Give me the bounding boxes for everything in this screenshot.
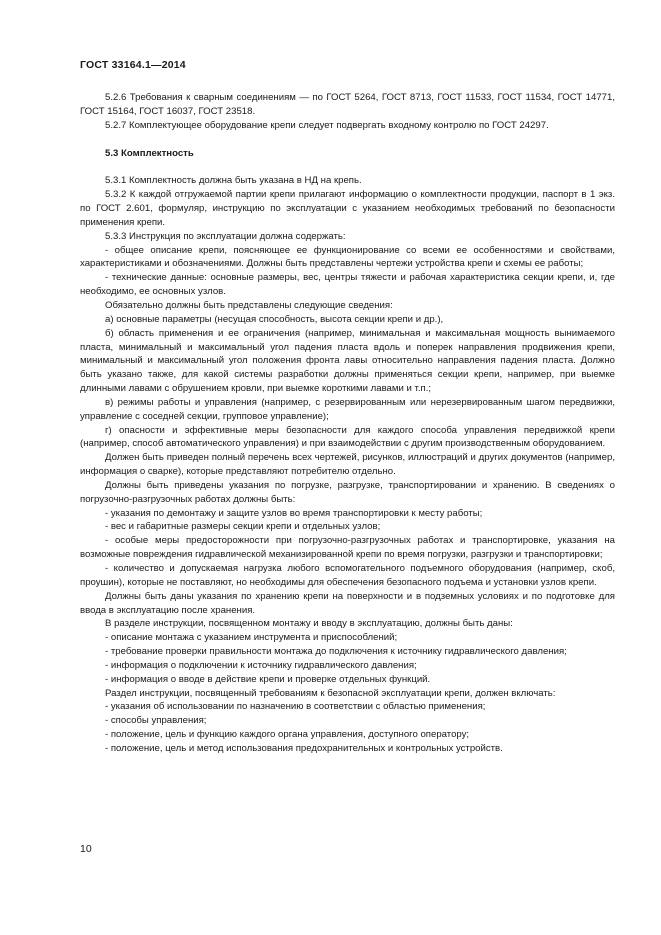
list-item: - технические данные: основные размеры, вес, центры тяжести и рабочая характеристика секции крепи, и, где необходимо, ее основных узлов. bbox=[80, 272, 615, 298]
spacer bbox=[80, 133, 615, 147]
list-item: - вес и габаритные размеры секции крепи и отдельных узлов; bbox=[105, 521, 381, 533]
list-item: в) режимы работы и управления (например, с резервированным или нерезервированным шагом передвижки, управление с соседней секции, групповое управление); bbox=[80, 396, 615, 422]
clause-5-2-7: 5.2.7 Комплектующее оборудование крепи следует подвергать входному контролю по ГОСТ 24297. bbox=[105, 119, 549, 131]
paragraph: Должны быть приведены указания по погрузке, разгрузке, транспортировании и хранению. В сведениях о погрузочно-разгрузочных работах должны быть: bbox=[80, 479, 615, 505]
list-item: - положение, цель и функцию каждого органа управления, доступного оператору; bbox=[105, 729, 470, 741]
list-item: - общее описание крепи, поясняющее ее функционирование со всеми ее особенностями и свойствами, характеристиками и обозначениями. Должны быть представлены чертежи устройства крепи и схемы ее работы; bbox=[80, 244, 615, 270]
paragraph: Должны быть даны указания по хранению крепи на поверхности и в подземных условиях и по подготовке для ввода в эксплуатацию после хранения. bbox=[80, 590, 615, 616]
spacer bbox=[80, 160, 615, 174]
clause-5-3-1: 5.3.1 Комплектность должна быть указана в НД на крепь. bbox=[105, 175, 362, 187]
document-header: ГОСТ 33164.1—2014 bbox=[80, 59, 186, 71]
paragraph: Раздел инструкции, посвященный требованиям к безопасной эксплуатации крепи, должен включать: bbox=[105, 687, 556, 699]
paragraph: Должен быть приведен полный перечень всех чертежей, рисунков, иллюстраций и других документов (например, информация о сварке), которые представляют потребителю отдельно. bbox=[80, 452, 615, 478]
clause-5-3-3: 5.3.3 Инструкция по эксплуатации должна содержать: bbox=[105, 230, 346, 242]
list-item: - указания по демонтажу и защите узлов во время транспортировки к месту работы; bbox=[105, 507, 483, 519]
list-item: - количество и допускаемая нагрузка любого вспомогательного подъемного оборудования (например, скоб, проушин), которые не поставляют, но необходимы для обеспечения безопасного подъема и установки узлов крепи. bbox=[80, 563, 615, 588]
list-item: б) область применения и ее ограничения (например, минимальная и максимальная мощность вынимаемого пласта, минимальный и максимальный угол падения пласта вдоль и поперек направления продвижения крепи, минимальный и максимальный угол положения фронта лавы относительно направления падения пласта. Должно быть указано также, для какой системы разработки должны применяться секции крепи, например, при выемке длинными лавами с обрушением кровли, при выемке короткими лавами и т.п.; bbox=[80, 327, 615, 395]
document-body bbox=[80, 91, 615, 756]
list-item: - описание монтажа с указанием инструмента и приспособлений; bbox=[105, 632, 398, 644]
clause-5-2-6: 5.2.6 Требования к сварным соединениям — по ГОСТ 5264, ГОСТ 8713, ГОСТ 11533, ГОСТ 11534, ГОСТ 14771, ГОСТ 15164, ГОСТ 16037, ГОСТ 23518. bbox=[80, 92, 615, 117]
section-heading-5-3: 5.3 Комплектность bbox=[105, 147, 194, 159]
page-number: 10 bbox=[80, 843, 92, 855]
list-item: - информация о подключении к источнику гидравлического давления; bbox=[105, 659, 417, 671]
list-item: - способы управления; bbox=[105, 715, 207, 727]
list-item: г) опасности и эффективные меры безопасности для каждого способа управления передвижкой крепи (например, способ автоматического управления) и при взаимодействии с другим производственным оборудованием. bbox=[80, 424, 615, 450]
clause-5-3-2: 5.3.2 К каждой отгружаемой партии крепи прилагают информацию о комплектности продукции, паспорт в 1 экз. по ГОСТ 2.601, формуляр, инструкцию по эксплуатации с указанием необходимых требований по безопасности применения крепи. bbox=[80, 189, 615, 228]
paragraph: В разделе инструкции, посвященном монтажу и вводу в эксплуатацию, должны быть даны: bbox=[105, 618, 513, 630]
list-item: - требование проверки правильности монтажа до подключения к источнику гидравлического давления; bbox=[105, 646, 567, 658]
paragraph: Обязательно должны быть представлены следующие сведения: bbox=[105, 299, 393, 311]
list-item: - положение, цель и метод использования предохранительных и контрольных устройств. bbox=[105, 742, 503, 754]
list-item: - информация о вводе в действие крепи и проверке отдельных функций. bbox=[105, 673, 431, 685]
list-item: - особые меры предосторожности при погрузочно-разгрузочных работах и транспортировке, указания на возможные повреждения гидравлической механизированной крепи по время погрузки, разгрузки и транспортировки; bbox=[80, 535, 615, 561]
list-item: - указания об использовании по назначению в соответствии с областью применения; bbox=[105, 701, 486, 713]
list-item: а) основные параметры (несущая способность, высота секции крепи и др.), bbox=[105, 313, 444, 325]
